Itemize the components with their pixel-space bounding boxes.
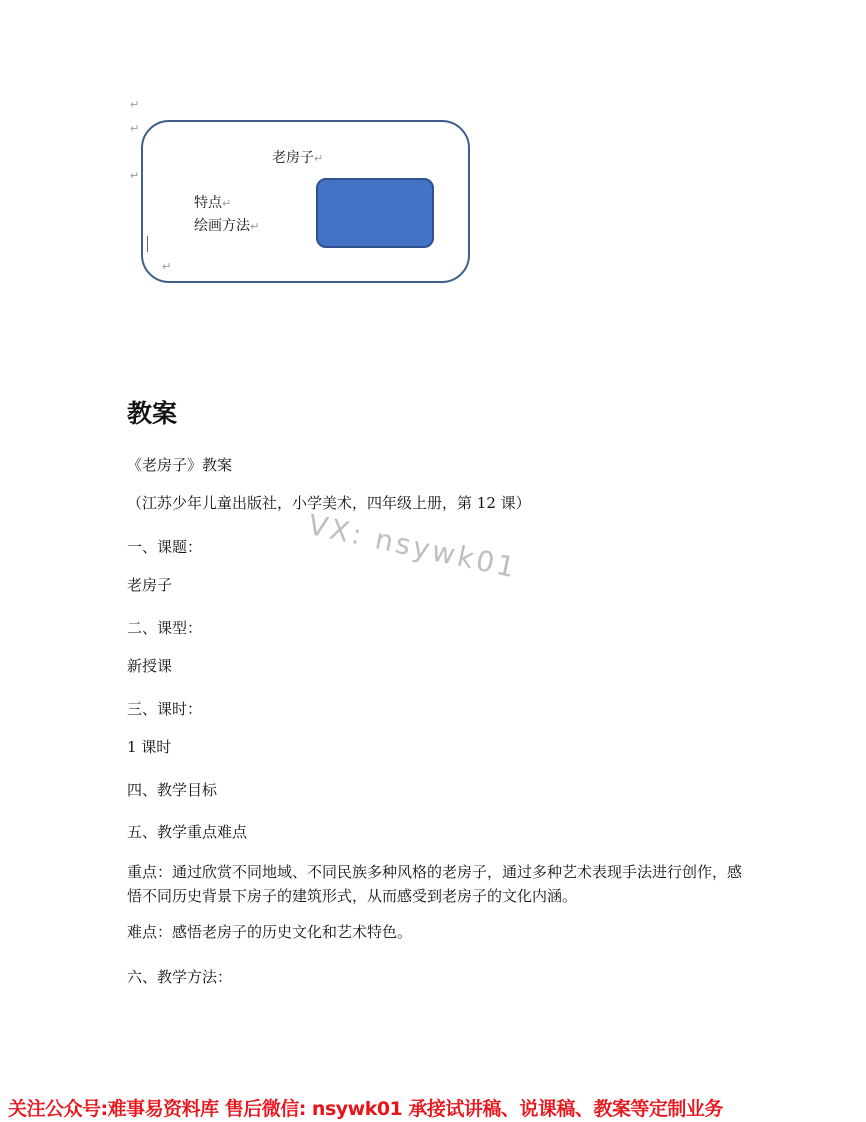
- section-key-points: 五、教学重点难点: [127, 823, 248, 841]
- diagram-item-features: 特点↵: [194, 195, 232, 211]
- section-lesson-type: 二、课型：: [127, 619, 203, 637]
- publisher-line: （江苏少年儿童出版社，小学美术，四年级上册，第 12 课）: [127, 494, 531, 512]
- diagram-title: 老房子↵: [272, 150, 324, 166]
- watermark-text: VX: nsywk01: [305, 508, 521, 585]
- footer-banner: 关注公众号:难事易资料库 售后微信: nsywk01 承接试讲稿、说课稿、教案等定制业务: [8, 1098, 723, 1120]
- key-point-paragraph: 重点：通过欣赏不同地域、不同民族多种风格的老房子，通过多种艺术表现手法进行创作，感悟不同历史背景下房子的建筑形式，从而感受到老房子的文化内涵。: [127, 863, 743, 905]
- lesson-type-value: 新授课: [127, 657, 173, 675]
- page-heading: 教案: [127, 399, 178, 428]
- topic-value: 老房子: [127, 576, 173, 594]
- section-methods: 六、教学方法：: [127, 968, 233, 986]
- section-objectives: 四、教学目标: [127, 781, 218, 799]
- paragraph-mark: ↵: [130, 98, 140, 111]
- difficulty-paragraph: 难点：感悟老房子的历史文化和艺术特色。: [127, 923, 413, 941]
- paragraph-mark: ↵: [130, 122, 140, 135]
- section-topic: 一、课题：: [127, 538, 203, 556]
- concept-diagram: [141, 120, 470, 283]
- paragraph-mark: ↵: [162, 260, 172, 273]
- section-duration: 三、课时：: [127, 700, 203, 718]
- duration-value: 1 课时: [127, 738, 172, 756]
- text-cursor: [147, 236, 148, 252]
- diagram-item-method: 绘画方法↵: [194, 218, 260, 234]
- doc-title-line: 《老房子》教案: [127, 456, 233, 474]
- image-placeholder-shape: [316, 178, 434, 248]
- paragraph-mark: ↵: [130, 169, 140, 182]
